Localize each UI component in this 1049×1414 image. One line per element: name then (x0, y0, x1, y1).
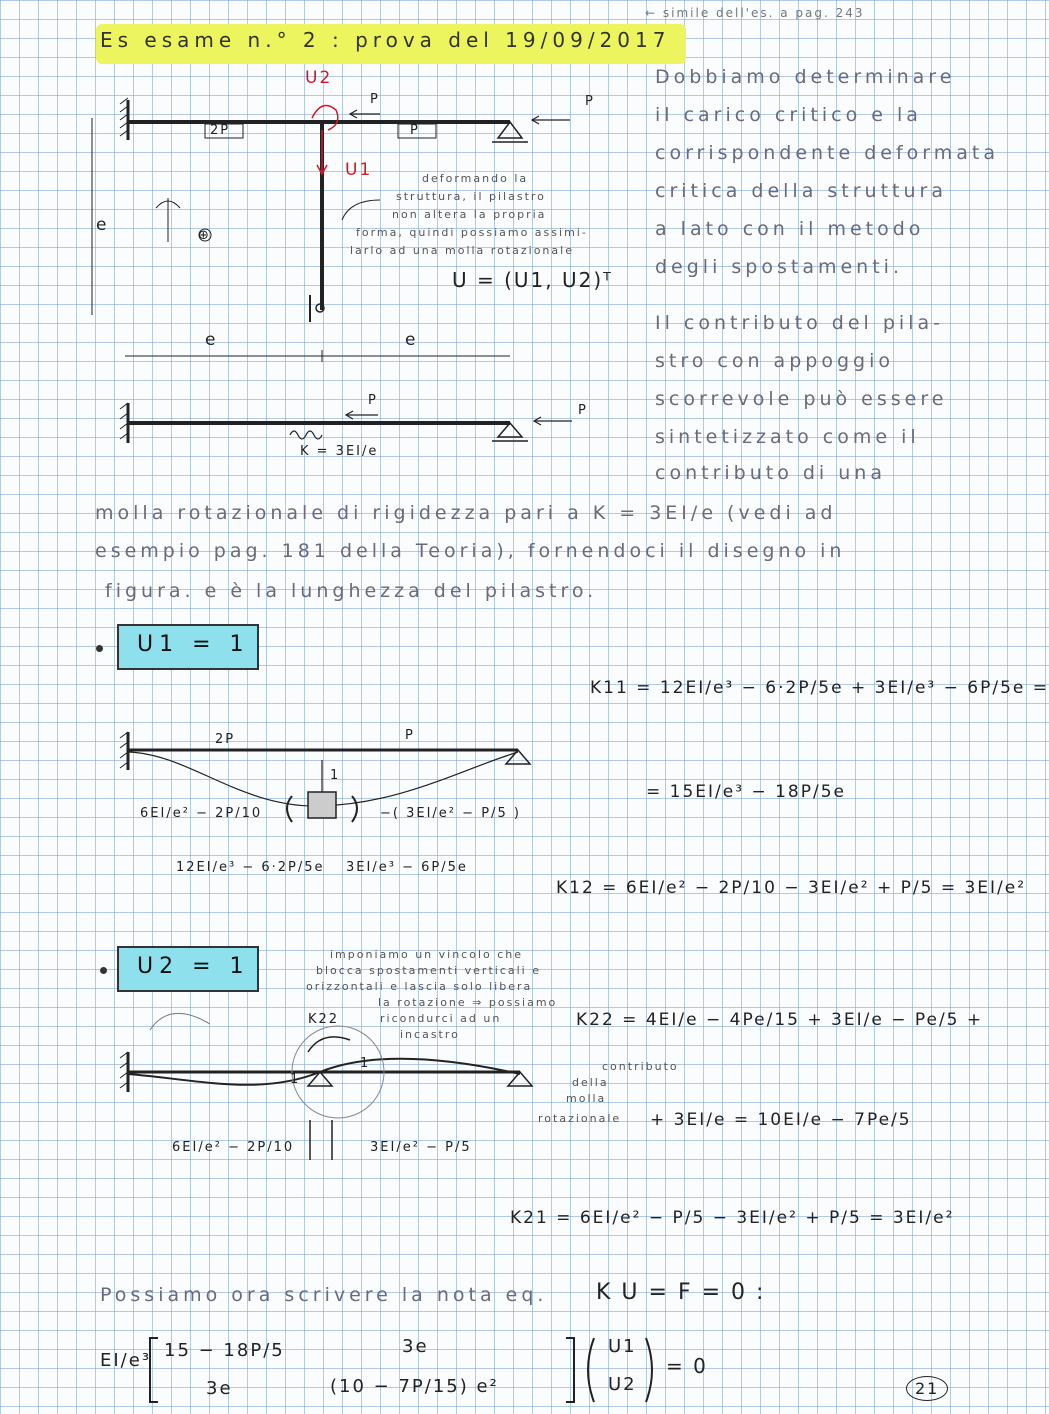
k22-term: = (733, 1110, 751, 1130)
k21-term: 3EI/e² (736, 1208, 798, 1228)
annotation-line: non altera la propria (392, 208, 547, 221)
k11-term: − (943, 678, 960, 698)
k22-term: − (706, 1010, 723, 1030)
k22-term: 3EI/e (831, 1010, 884, 1030)
unit-displacement: 1 (330, 768, 341, 783)
bullet (96, 645, 103, 652)
shear-term: 12EI/e³ (176, 860, 237, 875)
left-moment (172, 1140, 294, 1155)
rhs-zero: = 0 (666, 1354, 708, 1378)
shear-term: 6P/5e (421, 860, 468, 875)
intro-line: critica della struttura (655, 180, 947, 202)
label-2P: 2P (210, 123, 231, 138)
k12-equation (556, 878, 1026, 898)
k12-term: K12 = (556, 878, 619, 898)
matrix-r1c1: 15 − 18P/5 (164, 1340, 285, 1361)
dof-U1: U1 (345, 160, 373, 180)
moment-term: 3EI/e² (406, 806, 457, 821)
annotation-line: larlo ad una molla rotazionale (350, 244, 574, 257)
moment-term: ) (513, 806, 521, 821)
intro-line: a lato con il metodo (655, 218, 925, 240)
k22-term: + (966, 1010, 984, 1030)
k22-term: Pe/5 (914, 1010, 960, 1030)
k11-line1 (590, 678, 1049, 698)
k22-term: K22 = (576, 1010, 639, 1030)
dof-vector: U = (U1, U2)ᵀ (452, 268, 613, 292)
right-moment (370, 1140, 472, 1155)
page-number: 21 (906, 1376, 948, 1401)
case1-deformed-beam (110, 730, 550, 850)
note-line: rotazionale (538, 1112, 622, 1125)
k21-term: − (712, 1208, 729, 1228)
intro-line: figura. e è la lunghezza del pilastro. (105, 580, 598, 602)
moment-term: P/5 (445, 1140, 472, 1155)
case-u1-label: U1 = 1 (137, 632, 250, 657)
moment-term: 2P/10 (247, 1140, 295, 1155)
note-line: orizzontali e lascia solo libera (306, 980, 533, 993)
k11-term: − (741, 678, 758, 698)
k22-term: 4Pe/15 (729, 1010, 800, 1030)
matrix-r2c2: (10 − 7P/15) e² (330, 1376, 499, 1397)
sign-convention: ⊕ (198, 228, 211, 243)
annotation-line: struttura, il pilastro (396, 190, 546, 203)
intro-line: stro con appoggio (655, 350, 894, 372)
equilibrium-equation: K U = F = 0 : (596, 1280, 766, 1305)
k12-term: − (694, 878, 712, 898)
k21-term: + (805, 1208, 822, 1228)
k22-line2 (650, 1110, 912, 1130)
shear-left (176, 860, 325, 875)
dim-e-bottom: e (405, 330, 418, 350)
k11-term: 12EI/e³ (659, 678, 735, 698)
dim-e-left: e (96, 215, 109, 235)
matrix-r2c1: 3e (206, 1378, 233, 1399)
intro-line: esempio pag. 181 della Teoria), fornendoci il disegno in (95, 540, 846, 562)
dim-e-bottom: e (205, 330, 218, 350)
spring-stiffness: K = 3EI/e (300, 444, 379, 459)
shear-term: − (242, 860, 256, 875)
unit-rotation: 1 (360, 1056, 371, 1071)
note-line: della (572, 1076, 609, 1089)
k21-term: − (648, 1208, 666, 1228)
left-moment (140, 806, 262, 821)
k22-term: + (650, 1110, 667, 1130)
k11-term: K11 = (590, 678, 653, 698)
k11-term: 15EI/e³ (669, 782, 745, 802)
k11-term: 6·2P/5e (765, 678, 844, 698)
label-P-box: P (410, 123, 420, 138)
k22-term: 10EI/e (757, 1110, 824, 1130)
k22-term: 4EI/e (645, 1010, 699, 1030)
k22-label: K22 (308, 1012, 340, 1027)
k21-term: K21 = (510, 1208, 573, 1228)
annotation-line: forma, quindi possiamo assimi- (356, 226, 588, 239)
k21-term: = (869, 1208, 886, 1228)
k12-term: 3EI/e² (807, 878, 870, 898)
moment-term: 6EI/e² (140, 806, 190, 821)
k11-term: = (646, 782, 663, 802)
bullet (100, 967, 107, 974)
intro-line: corrispondente deformata (655, 142, 1000, 164)
k12-term: − (784, 878, 801, 898)
k12-term: 6EI/e² (625, 878, 688, 898)
annotation-line: deformando la (422, 172, 529, 185)
note-line: ricondurci ad un (380, 1012, 502, 1025)
load-P: P (585, 94, 595, 109)
dof-U2: U2 (305, 68, 333, 88)
matrix-r1c2: 3e (402, 1336, 429, 1357)
intro-line: degli spostamenti. (655, 256, 903, 278)
page-title: Es esame n.° 2 : prova del 19/09/2017 (100, 28, 671, 52)
k22-term: − (891, 1010, 908, 1030)
k22-term: + (807, 1010, 824, 1030)
k11-term: + (851, 678, 868, 698)
case-u2-label: U2 = 1 (137, 954, 250, 979)
note-line: la rotazione ⇒ possiamo (378, 996, 558, 1009)
k22-term: − (830, 1110, 847, 1130)
k21-term: P/5 (672, 1208, 706, 1228)
side-note: ← simile dell'es. a pag. 243 (645, 6, 865, 20)
beam-label-P: P (405, 728, 415, 743)
load-P: P (370, 92, 380, 107)
load-P: P (368, 393, 378, 408)
k22-term: 3EI/e (673, 1110, 727, 1130)
final-sentence: Possiamo ora scrivere la nota eq. (100, 1284, 548, 1306)
k11-line2 (646, 782, 846, 802)
k11-term: 3EI/e³ (874, 678, 937, 698)
k12-term: 2P/10 (718, 878, 777, 898)
k11-term: 18P/5e (775, 782, 846, 802)
k22-line1 (576, 1010, 983, 1030)
k12-term: + (876, 878, 894, 898)
vector-u1: U1 (608, 1336, 637, 1357)
moment-term: 3EI/e² (370, 1140, 420, 1155)
intro-line: contributo di una (655, 462, 886, 484)
beam-label-2P: 2P (215, 732, 236, 747)
case-u2-box (117, 946, 259, 992)
note-line: blocca spostamenti verticali e (316, 964, 541, 977)
moment-term: − (228, 1140, 241, 1155)
k12-term: 3EI/e² (964, 878, 1027, 898)
intro-line: il carico critico e la (655, 104, 922, 126)
moment-term: 2P/10 (215, 806, 263, 821)
k11-term: 6P/5e (967, 678, 1026, 698)
moment-term: 6EI/e² (172, 1140, 222, 1155)
k21-term: 3EI/e² (892, 1208, 955, 1228)
k11-term: − (751, 782, 768, 802)
k12-term: P/5 (900, 878, 934, 898)
moment-term: − (196, 806, 209, 821)
k11-term: = (1032, 678, 1049, 698)
note-line: molla (566, 1092, 607, 1105)
moment-term: P/5 (481, 806, 508, 821)
k22-term: 7Pe/5 (854, 1110, 912, 1130)
shear-term: − (402, 860, 415, 875)
case-u1-box (117, 624, 259, 670)
shear-term: 3EI/e³ (346, 860, 396, 875)
k21-equation (510, 1208, 954, 1228)
moment-term: −( (380, 806, 400, 821)
unit-rotation: 1 (290, 1072, 301, 1087)
intro-line: sintetizzato come il (655, 426, 920, 448)
shear-right (346, 860, 468, 875)
k21-term: 6EI/e² (579, 1208, 642, 1228)
matrix-prefactor: EI/e³ (100, 1350, 152, 1371)
intro-line: molla rotazionale di rigidezza pari a K = 3EI/e (vedi ad (95, 502, 837, 524)
note-line: contributo (602, 1060, 679, 1073)
note-line: imponiamo un vincolo che (330, 948, 524, 961)
load-P: P (578, 403, 588, 418)
intro-line: Dobbiamo determinare (655, 66, 956, 88)
k21-term: P/5 (828, 1208, 862, 1228)
shear-term: 6·2P/5e (261, 860, 325, 875)
note-line: incastro (400, 1028, 460, 1041)
vector-u2: U2 (608, 1374, 637, 1395)
moment-term: − (426, 1140, 439, 1155)
right-moment (380, 806, 521, 821)
moment-term: − (462, 806, 476, 821)
intro-line: scorrevole può essere (655, 388, 948, 410)
intro-line: Il contributo del pila- (655, 312, 944, 334)
k12-term: = (940, 878, 958, 898)
